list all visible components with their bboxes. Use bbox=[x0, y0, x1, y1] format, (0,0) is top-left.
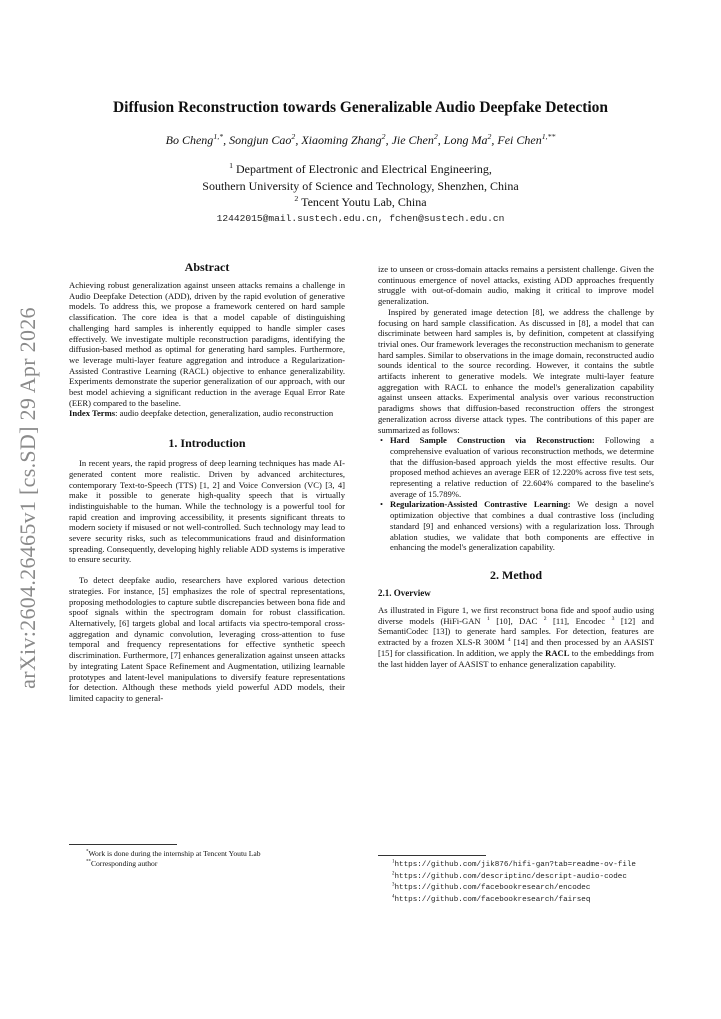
contribution-item bbox=[378, 435, 654, 499]
contribution-text: Following a comprehensive evaluation of various reconstruction methods, we determine that the diffusion-based approach yields the most effective results. Our proposed method achieves an average EER of 12.220% across five test sets, representing a relative reduction of 22.604% compared to the baseline's average of 15.789%. bbox=[390, 435, 654, 499]
overview-text: [12] and SemantiCodec [13]) to generate hard samples. For detection, features are extracted by a frozen XLS-R 300M bbox=[378, 615, 654, 648]
author-name: Songjun Cao bbox=[229, 133, 292, 147]
footnote-mark: 3 bbox=[392, 882, 395, 888]
author-mark: 2 bbox=[381, 132, 386, 141]
overview-text: [14] and then processed by an AASIST [15] for classification. In addition, we apply the bbox=[378, 637, 654, 658]
author-name: Jie Chen bbox=[391, 133, 434, 147]
paper-title: Diffusion Reconstruction towards Generalizable Audio Deepfake Detection bbox=[112, 99, 609, 116]
author-mark: 1,** bbox=[541, 132, 556, 141]
footnote-text: Work is done during the internship at Tencent Youtu Lab bbox=[88, 849, 261, 858]
abstract-heading: Abstract bbox=[184, 260, 230, 274]
racl-label: RACL bbox=[545, 647, 570, 658]
footnote-link[interactable]: https://github.com/facebookresearch/encodec bbox=[394, 884, 591, 893]
right-column bbox=[378, 264, 654, 669]
footnote-ref: 4 bbox=[507, 637, 511, 644]
footnote-mark: 2 bbox=[392, 871, 395, 877]
affiliation-1-line-2: Southern University of Science and Technology, Shenzhen, China bbox=[202, 179, 519, 193]
footnote-mark: * bbox=[86, 849, 89, 855]
footnote-link[interactable]: https://github.com/descriptinc/descript-audio-codec bbox=[394, 872, 627, 881]
footnote-ref: 2 bbox=[543, 615, 547, 622]
index-terms-text: : audio deepfake detection, generalization, audio reconstruction bbox=[115, 408, 334, 419]
footnote bbox=[378, 859, 654, 871]
author-name: Long Ma bbox=[443, 133, 488, 147]
footnote-mark: 1 bbox=[392, 859, 395, 865]
intro-paragraph-3: Inspired by generated image detection [8], we address the challenge by focusing on hard sample classification. As discussed in [8], a model that can discriminate between hard samples is, by definition, competent at classifying trivial ones. Our framework leverages the reconstruction mechanism to generate hard samples. Similar to observations in the image domain, reconstructed audio sounds identical to the source recording. However, it contains the subtle artifacts inherent to generative models. We integrate multi-layer feature aggregation with RACL to enhance the model's generalization capability against unseen attacks. Experimental analysis over various reconstruction paradigms shows that diffusion-based reconstruction offers the strongest generalization across diverse attack types. The contributions of this paper are summarized as follows: bbox=[378, 306, 654, 435]
bullet-icon: • bbox=[380, 499, 384, 510]
affiliation-text: Tencent Youtu Lab, China bbox=[301, 195, 427, 209]
contributions-list bbox=[378, 435, 654, 553]
footnote bbox=[378, 871, 654, 883]
arxiv-stamp: arXiv:2604.26465v1 [cs.SD] 29 Apr 2026 bbox=[15, 307, 40, 689]
footnote-rule-left bbox=[69, 844, 177, 845]
left-column bbox=[69, 260, 345, 704]
author-name: Xiaoming Zhang bbox=[301, 133, 382, 147]
affiliation-mark: 1 bbox=[229, 161, 233, 170]
footnote-mark: 4 bbox=[392, 894, 395, 900]
author-mark: 2 bbox=[291, 132, 296, 141]
bullet-icon: • bbox=[380, 435, 384, 446]
intro-paragraph-continued: ize to unseen or cross-domain attacks remains a persistent challenge. Given the continuous emergence of novel attacks, existing ADD approaches frequently struggle with out-of-domain audio, making it critical to improve model generalization. bbox=[378, 264, 654, 307]
footnote-rule-right bbox=[378, 855, 486, 856]
overview-text: to the embeddings from the last hidden layer of AASIST to enhance generalization capability. bbox=[378, 647, 654, 669]
footnote-link[interactable]: https://github.com/jik876/hifi-gan?tab=readme-ov-file bbox=[394, 861, 636, 869]
footnotes-right bbox=[378, 859, 654, 905]
author-name: Bo Cheng bbox=[165, 133, 214, 147]
footnote-text: Corresponding author bbox=[90, 858, 158, 868]
contribution-label: Hard Sample Construction via Reconstruction: bbox=[390, 435, 595, 446]
footnote bbox=[86, 849, 346, 859]
contribution-text: We design a novel optimization objective that combines a dual contrastive loss (including standard [9] and enhanced versions) with a regularization loss. Through ablation studies, we validate that both components are effective in enhancing the model's generalization capability. bbox=[390, 499, 654, 553]
overview-paragraph bbox=[378, 605, 654, 669]
author-mark: 1,* bbox=[213, 132, 224, 141]
affiliation-1-line-1 bbox=[40, 162, 681, 177]
affiliation-2 bbox=[40, 195, 681, 210]
overview-text: [11], Encodec bbox=[546, 615, 612, 626]
abstract-body: Achieving robust generalization against unseen attacks remains a challenge in Audio Deepfake Detection (ADD), driven by the rapid evolution of generative models. To address this, we propose a framework centered on hard sample classification. The core idea is that a model capable of distinguishing challenging hard samples is inherently equipped to handle simpler cases effectively. We investigate multiple reconstruction paradigms, identifying the diffusion-based method as optimal for generating hard samples. Furthermore, we leverage multi-layer feature aggregation and introduce a Regularization-Assisted Contrastive Learning (RACL) objective to enhance generalizability. Experiments demonstrate the superior generalization of our approach, with our best model achieving a significant reduction in the average Equal Error Rate (EER) compared to the baseline. bbox=[69, 280, 345, 408]
method-heading: 2. Method bbox=[490, 567, 542, 582]
index-terms-label: Index Terms bbox=[69, 408, 116, 419]
overview-text: As illustrated in Figure 1, we first reconstruct bona fide and spoof audio using diverse models (HiFi-GAN bbox=[378, 604, 654, 626]
introduction-heading: 1. Introduction bbox=[168, 436, 246, 451]
intro-paragraph-2: To detect deepfake audio, researchers have explored various detection strategies. For instance, [5] emphasizes the role of spectral representations, proposing methodologies to capture subtle discrepancies between bona fide and spoof signals within the spectrogram domain for robust classification. Alternatively, [6] targets global and local artifacts via spectro-temporal cross-aggregation and dynamic convolution, leveraging cross-attention to fuse temporal and frequency representations for effective synthetic speech discrimination. Furthermore, [7] enhances generalization against unseen attacks by integrating Latent Space Refinement and Augmentation, utilizing learnable prototypes and latent-level manipulations to diversify feature representations for detection. Although these methods yield powerful ADD models, their limited capacity to general- bbox=[69, 575, 345, 703]
intro-paragraph-1: In recent years, the rapid progress of deep learning techniques has made AI-generated content more realistic. Driven by advanced architectures, contemporary Text-to-Speech (TTS) [1, 2] and Voice Conversion (VC) [3, 4] make it possible to generate high-quality speech that is virtually indistinguishable to the human. While the technology is a powerful tool for rapid creation and improving accessibility, it presents significant threats to modern society if misused or not well-controlled. Such technology may lead to severe security risks, such as telecommunications fraud and disinformation spreading. Consequently, developing highly reliable ADD systems is imperative to ensure security. bbox=[69, 458, 345, 565]
author-name: Fei Chen bbox=[497, 133, 542, 147]
footnotes-left bbox=[86, 849, 346, 868]
overview-text: [10], DAC bbox=[489, 615, 544, 626]
author-mark: 2 bbox=[433, 132, 438, 141]
footnote bbox=[86, 859, 346, 869]
affiliation-mark: 2 bbox=[294, 194, 299, 203]
footnote-link[interactable]: https://github.com/facebookresearch/fairseq bbox=[394, 895, 591, 904]
footnote bbox=[378, 882, 654, 894]
contribution-item bbox=[378, 499, 654, 553]
footnote-ref: 3 bbox=[611, 615, 615, 622]
contribution-label: Regularization-Assisted Contrastive Learning: bbox=[390, 499, 571, 510]
overview-heading: 2.1. Overview bbox=[378, 587, 431, 598]
footnote bbox=[378, 894, 654, 906]
footnote-mark: ** bbox=[86, 859, 91, 865]
author-list: Bo Cheng$^{1,*}$, Songjun Cao$^2$, Xiaoming Zhang$^2$, Jie Chen$^2$, Long Ma$^2$, Fei Chen$^{1,**}$ bbox=[165, 132, 556, 147]
footnote-ref: 1 bbox=[487, 615, 490, 622]
affiliation-text: Department of Electronic and Electrical Engineering, bbox=[236, 162, 492, 176]
author-emails: 12442015@mail.sustech.edu.cn, fchen@sustech.edu.cn bbox=[216, 213, 505, 224]
author-mark: 2 bbox=[487, 132, 492, 141]
index-terms bbox=[69, 408, 345, 419]
